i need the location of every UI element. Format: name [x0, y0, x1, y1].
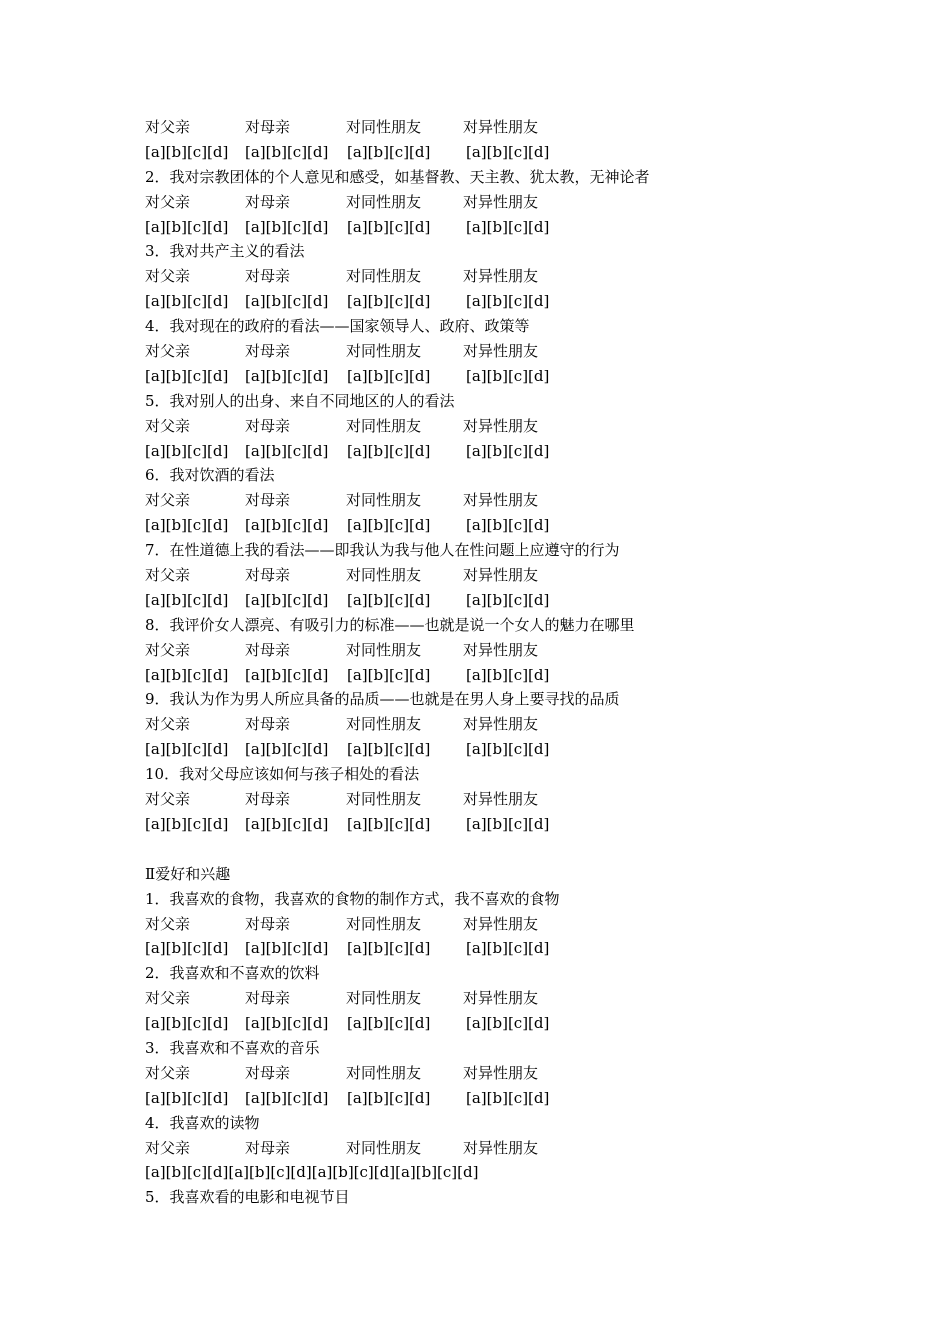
- recipient-father: 对父亲: [145, 267, 191, 286]
- rating-options[interactable]: [a][b][c][d]: [347, 142, 431, 161]
- recipient-opposite-sex-friend: 对异性朋友: [463, 342, 539, 361]
- recipient-row: [145, 414, 925, 439]
- rating-options[interactable]: [a][b][c][d]: [466, 217, 550, 236]
- rating-options[interactable]: [a][b][c][d]: [245, 939, 329, 958]
- recipient-row: [145, 190, 925, 215]
- recipient-mother: 对母亲: [245, 566, 291, 585]
- rating-options[interactable]: [a][b][c][d]: [347, 740, 431, 759]
- options-row: [145, 364, 925, 389]
- options-row: [145, 737, 925, 762]
- rating-options[interactable]: [a][b][c][d]: [245, 516, 329, 535]
- options-row-joined: [145, 1160, 925, 1185]
- rating-options[interactable]: [a][b][c][d]: [466, 939, 550, 958]
- rating-options[interactable]: [a][b][c][d]: [466, 1014, 550, 1033]
- recipient-same-sex-friend: 对同性朋友: [346, 715, 422, 734]
- rating-options[interactable]: [a][b][c][d]: [466, 142, 550, 161]
- rating-options[interactable]: [a][b][c][d]: [347, 441, 431, 460]
- recipient-opposite-sex-friend: 对异性朋友: [463, 715, 539, 734]
- recipient-row: [145, 115, 925, 140]
- rating-options[interactable]: [a][b][c][d]: [245, 366, 329, 385]
- section-heading: Ⅱ爱好和兴趣: [145, 864, 231, 883]
- questionnaire-body: [145, 115, 925, 1210]
- options-row: [145, 663, 925, 688]
- rating-options[interactable]: [a][b][c][d]: [347, 292, 431, 311]
- recipient-mother: 对母亲: [245, 267, 291, 286]
- recipient-mother: 对母亲: [245, 715, 291, 734]
- recipient-same-sex-friend: 对同性朋友: [346, 989, 422, 1008]
- options-row: [145, 936, 925, 961]
- question-text: 2．我对宗教团体的个人意见和感受，如基督教、天主教、犹太教，无神论者: [145, 167, 650, 186]
- recipient-father: 对父亲: [145, 790, 191, 809]
- recipient-opposite-sex-friend: 对异性朋友: [463, 267, 539, 286]
- recipient-row: [145, 488, 925, 513]
- recipient-mother: 对母亲: [245, 914, 291, 933]
- recipient-mother: 对母亲: [245, 1138, 291, 1157]
- rating-options[interactable]: [a][b][c][d]: [145, 366, 229, 385]
- recipient-same-sex-friend: 对同性朋友: [346, 118, 422, 136]
- recipient-row: [145, 638, 925, 663]
- recipient-same-sex-friend: 对同性朋友: [346, 566, 422, 585]
- options-row: [145, 439, 925, 464]
- recipient-opposite-sex-friend: 对异性朋友: [463, 416, 539, 435]
- options-row: [145, 289, 925, 314]
- recipient-row: [145, 986, 925, 1011]
- question-text: 5．我喜欢看的电影和电视节目: [145, 1188, 350, 1207]
- recipient-father: 对父亲: [145, 491, 191, 510]
- recipient-row: [145, 912, 925, 937]
- rating-options[interactable]: [a][b][c][d]: [245, 740, 329, 759]
- recipient-row: [145, 712, 925, 737]
- options-row: [145, 215, 925, 240]
- options-row: [145, 1086, 925, 1111]
- recipient-row: [145, 787, 925, 812]
- rating-options[interactable]: [a][b][c][d]: [245, 142, 329, 161]
- rating-options[interactable]: [a][b][c][d]: [145, 441, 229, 460]
- question-text: 5．我对别人的出身、来自不同地区的人的看法: [145, 391, 455, 410]
- rating-options[interactable]: [a][b][c][d]: [347, 1014, 431, 1033]
- options-row: [145, 513, 925, 538]
- rating-options[interactable]: [a][b][c][d]: [466, 516, 550, 535]
- recipient-mother: 对母亲: [245, 118, 291, 136]
- section-gap: [145, 837, 925, 862]
- recipient-mother: 对母亲: [245, 491, 291, 510]
- recipient-opposite-sex-friend: 对异性朋友: [463, 640, 539, 659]
- rating-options[interactable]: [a][b][c][d]: [145, 665, 229, 684]
- question-text: 8．我评价女人漂亮、有吸引力的标准——也就是说一个女人的魅力在哪里: [145, 615, 635, 634]
- rating-options[interactable]: [a][b][c][d]: [245, 1014, 329, 1033]
- recipient-opposite-sex-friend: 对异性朋友: [463, 1138, 539, 1157]
- rating-options[interactable]: [a][b][c][d]: [145, 516, 229, 535]
- question-text: 2．我喜欢和不喜欢的饮料: [145, 964, 320, 983]
- rating-options[interactable]: [a][b][c][d]: [145, 142, 229, 161]
- rating-options[interactable]: [a][b][c][d]: [347, 665, 431, 684]
- question-text: 3．我对共产主义的看法: [145, 242, 305, 261]
- recipient-opposite-sex-friend: 对异性朋友: [463, 790, 539, 809]
- recipient-mother: 对母亲: [245, 192, 291, 211]
- rating-options-joined[interactable]: [a][b][c][d][a][b][c][d][a][b][c][d][a][b][c][d]: [145, 1163, 479, 1182]
- recipient-row: [145, 1061, 925, 1086]
- recipient-same-sex-friend: 对同性朋友: [346, 1063, 422, 1082]
- recipient-mother: 对母亲: [245, 989, 291, 1008]
- recipient-opposite-sex-friend: 对异性朋友: [463, 491, 539, 510]
- rating-options[interactable]: [a][b][c][d]: [145, 1088, 229, 1107]
- recipient-opposite-sex-friend: 对异性朋友: [463, 192, 539, 211]
- rating-options[interactable]: [a][b][c][d]: [466, 665, 550, 684]
- options-row: [145, 1011, 925, 1036]
- recipient-opposite-sex-friend: 对异性朋友: [463, 118, 539, 136]
- rating-options[interactable]: [a][b][c][d]: [466, 590, 550, 609]
- question-text: 9．我认为作为男人所应具备的品质——也就是在男人身上要寻找的品质: [145, 690, 620, 709]
- recipient-row: [145, 339, 925, 364]
- recipient-row: [145, 563, 925, 588]
- recipient-same-sex-friend: 对同性朋友: [346, 342, 422, 361]
- recipient-same-sex-friend: 对同性朋友: [346, 192, 422, 211]
- rating-options[interactable]: [a][b][c][d]: [347, 366, 431, 385]
- recipient-same-sex-friend: 对同性朋友: [346, 267, 422, 286]
- recipient-father: 对父亲: [145, 342, 191, 361]
- rating-options[interactable]: [a][b][c][d]: [145, 292, 229, 311]
- recipient-father: 对父亲: [145, 914, 191, 933]
- rating-options[interactable]: [a][b][c][d]: [145, 740, 229, 759]
- recipient-mother: 对母亲: [245, 1063, 291, 1082]
- recipient-mother: 对母亲: [245, 790, 291, 809]
- rating-options[interactable]: [a][b][c][d]: [347, 590, 431, 609]
- rating-options[interactable]: [a][b][c][d]: [466, 441, 550, 460]
- recipient-same-sex-friend: 对同性朋友: [346, 640, 422, 659]
- rating-options[interactable]: [a][b][c][d]: [145, 1014, 229, 1033]
- rating-options[interactable]: [a][b][c][d]: [245, 665, 329, 684]
- rating-options[interactable]: [a][b][c][d]: [245, 441, 329, 460]
- rating-options[interactable]: [a][b][c][d]: [466, 814, 550, 833]
- question-text: 7．在性道德上我的看法——即我认为我与他人在性问题上应遵守的行为: [145, 541, 620, 560]
- recipient-mother: 对母亲: [245, 342, 291, 361]
- question-text: 1．我喜欢的食物，我喜欢的食物的制作方式，我不喜欢的食物: [145, 889, 560, 908]
- rating-options[interactable]: [a][b][c][d]: [245, 814, 329, 833]
- recipient-same-sex-friend: 对同性朋友: [346, 1138, 422, 1157]
- options-row: [145, 140, 925, 165]
- recipient-same-sex-friend: 对同性朋友: [346, 491, 422, 510]
- recipient-father: 对父亲: [145, 192, 191, 211]
- recipient-father: 对父亲: [145, 640, 191, 659]
- recipient-opposite-sex-friend: 对异性朋友: [463, 1063, 539, 1082]
- recipient-opposite-sex-friend: 对异性朋友: [463, 989, 539, 1008]
- question-text: 10．我对父母应该如何与孩子相处的看法: [145, 765, 420, 784]
- recipient-opposite-sex-friend: 对异性朋友: [463, 914, 539, 933]
- rating-options[interactable]: [a][b][c][d]: [145, 939, 229, 958]
- rating-options[interactable]: [a][b][c][d]: [145, 814, 229, 833]
- recipient-father: 对父亲: [145, 989, 191, 1008]
- rating-options[interactable]: [a][b][c][d]: [466, 1088, 550, 1107]
- rating-options[interactable]: [a][b][c][d]: [347, 217, 431, 236]
- rating-options[interactable]: [a][b][c][d]: [245, 292, 329, 311]
- rating-options[interactable]: [a][b][c][d]: [245, 217, 329, 236]
- rating-options[interactable]: [a][b][c][d]: [245, 1088, 329, 1107]
- recipient-father: 对父亲: [145, 1063, 191, 1082]
- recipient-mother: 对母亲: [245, 640, 291, 659]
- recipient-mother: 对母亲: [245, 416, 291, 435]
- rating-options[interactable]: [a][b][c][d]: [466, 740, 550, 759]
- question-text: 4．我对现在的政府的看法——国家领导人、政府、政策等: [145, 317, 530, 336]
- question-text: 4．我喜欢的读物: [145, 1113, 260, 1132]
- recipient-father: 对父亲: [145, 416, 191, 435]
- question-text: 6．我对饮酒的看法: [145, 466, 275, 485]
- options-row: [145, 812, 925, 837]
- rating-options[interactable]: [a][b][c][d]: [347, 939, 431, 958]
- recipient-father: 对父亲: [145, 1138, 191, 1157]
- rating-options[interactable]: [a][b][c][d]: [145, 217, 229, 236]
- recipient-opposite-sex-friend: 对异性朋友: [463, 566, 539, 585]
- recipient-same-sex-friend: 对同性朋友: [346, 790, 422, 809]
- rating-options[interactable]: [a][b][c][d]: [145, 590, 229, 609]
- recipient-father: 对父亲: [145, 118, 191, 136]
- recipient-row: [145, 1136, 925, 1161]
- rating-options[interactable]: [a][b][c][d]: [466, 292, 550, 311]
- recipient-father: 对父亲: [145, 715, 191, 734]
- rating-options[interactable]: [a][b][c][d]: [347, 1088, 431, 1107]
- recipient-row: [145, 264, 925, 289]
- rating-options[interactable]: [a][b][c][d]: [347, 516, 431, 535]
- recipient-same-sex-friend: 对同性朋友: [346, 416, 422, 435]
- recipient-same-sex-friend: 对同性朋友: [346, 914, 422, 933]
- rating-options[interactable]: [a][b][c][d]: [466, 366, 550, 385]
- options-row: [145, 588, 925, 613]
- recipient-father: 对父亲: [145, 566, 191, 585]
- rating-options[interactable]: [a][b][c][d]: [245, 590, 329, 609]
- rating-options[interactable]: [a][b][c][d]: [347, 814, 431, 833]
- question-text: 3．我喜欢和不喜欢的音乐: [145, 1038, 320, 1057]
